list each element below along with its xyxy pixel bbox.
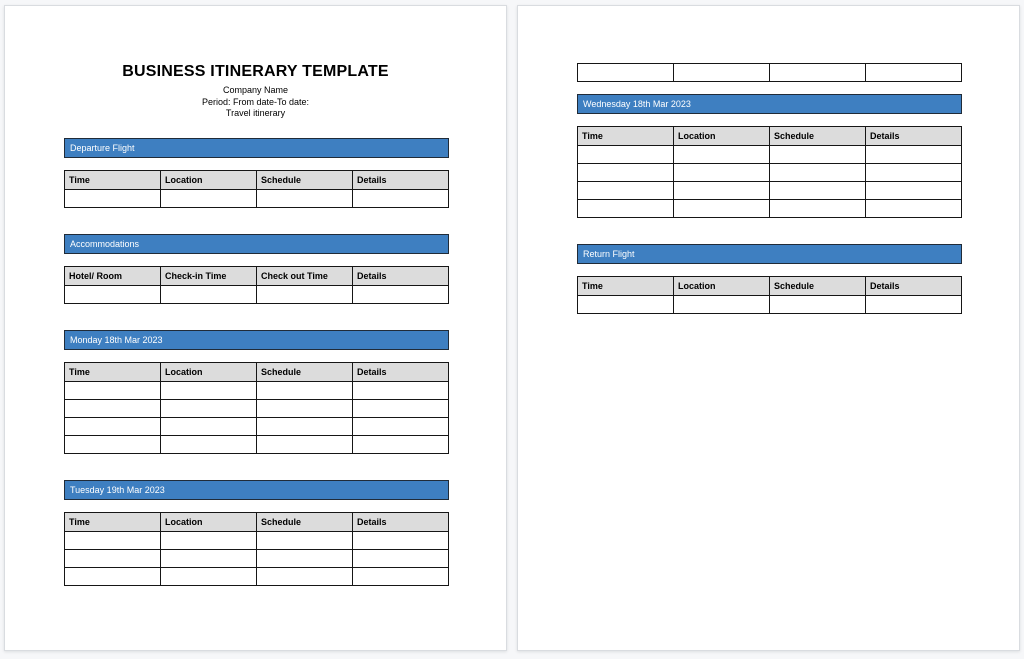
empty-cell[interactable] [161, 417, 257, 435]
section-departure-flight [64, 138, 449, 208]
column-header-check-in-time: Check-in Time [161, 266, 257, 285]
empty-cell[interactable] [353, 417, 449, 435]
empty-cell[interactable] [353, 285, 449, 303]
empty-cell[interactable] [65, 567, 161, 585]
column-header-time: Time [65, 170, 161, 189]
empty-cell[interactable] [257, 189, 353, 207]
empty-cell[interactable] [674, 200, 770, 218]
page-1[interactable] [4, 5, 507, 651]
column-header-location: Location [674, 277, 770, 296]
page-2-sections [577, 94, 962, 314]
page-2[interactable] [517, 5, 1020, 651]
column-header-time: Time [65, 512, 161, 531]
column-header-location: Location [161, 512, 257, 531]
section-bar-tuesday-19th-mar-2023 [64, 480, 449, 500]
empty-cell[interactable] [161, 435, 257, 453]
empty-cell[interactable] [353, 549, 449, 567]
empty-cell[interactable] [65, 399, 161, 417]
table-header-row [578, 277, 962, 296]
subtitle-travel-itinerary: Travel itinerary [225, 108, 286, 118]
table-accommodations [64, 266, 449, 304]
column-header-schedule: Schedule [770, 277, 866, 296]
empty-cell[interactable] [770, 296, 866, 314]
column-header-details: Details [353, 362, 449, 381]
document-title: BUSINESS ITINERARY TEMPLATE [122, 63, 389, 80]
table-departure-flight [64, 170, 449, 208]
document-subtitle [5, 85, 506, 120]
empty-cell[interactable] [674, 164, 770, 182]
empty-cell[interactable] [65, 531, 161, 549]
section-bar-departure-flight [64, 138, 449, 158]
empty-cell[interactable] [65, 285, 161, 303]
table-return-flight [577, 276, 962, 314]
section-bar-label: Departure Flight [70, 142, 135, 153]
empty-cell[interactable] [257, 549, 353, 567]
table-row [578, 64, 962, 82]
table-header-row [578, 127, 962, 146]
table-row [65, 285, 449, 303]
column-header-schedule: Schedule [257, 170, 353, 189]
table-header-row [65, 266, 449, 285]
empty-cell[interactable] [161, 531, 257, 549]
empty-cell[interactable] [353, 189, 449, 207]
column-header-details: Details [866, 127, 962, 146]
column-header-details: Details [353, 170, 449, 189]
empty-cell[interactable] [578, 146, 674, 164]
column-header-time: Time [578, 127, 674, 146]
empty-cell[interactable] [161, 189, 257, 207]
empty-cell[interactable] [770, 164, 866, 182]
page-1-sections [64, 138, 449, 586]
section-monday-18th-mar-2023 [64, 330, 449, 454]
column-header-location: Location [161, 362, 257, 381]
table-row [578, 146, 962, 164]
subtitle-period: Period: From date-To date: [201, 96, 310, 107]
section-wednesday-18th-mar-2023 [577, 94, 962, 218]
section-bar-return-flight [577, 244, 962, 264]
table-row [65, 381, 449, 399]
table-row [578, 200, 962, 218]
column-header-details: Details [353, 512, 449, 531]
empty-cell[interactable] [866, 64, 962, 82]
table-row [65, 399, 449, 417]
empty-cell[interactable] [578, 200, 674, 218]
table-row [65, 189, 449, 207]
empty-cell[interactable] [353, 381, 449, 399]
empty-cell[interactable] [257, 531, 353, 549]
table-row [578, 296, 962, 314]
empty-cell[interactable] [257, 417, 353, 435]
column-header-schedule: Schedule [257, 362, 353, 381]
table-monday-18th-mar-2023 [64, 362, 449, 454]
empty-cell[interactable] [674, 296, 770, 314]
table-row [65, 417, 449, 435]
empty-cell[interactable] [770, 146, 866, 164]
empty-cell[interactable] [770, 64, 866, 82]
section-bar-label: Wednesday 18th Mar 2023 [583, 99, 691, 109]
section-bar-label: Accommodations [70, 238, 140, 249]
empty-cell[interactable] [257, 435, 353, 453]
column-header-schedule: Schedule [770, 127, 866, 146]
empty-cell[interactable] [578, 296, 674, 314]
empty-cell[interactable] [866, 296, 962, 314]
empty-cell[interactable] [65, 435, 161, 453]
empty-cell[interactable] [257, 399, 353, 417]
table-tuesday-19th-mar-2023 [64, 512, 449, 586]
empty-cell[interactable] [578, 164, 674, 182]
empty-cell[interactable] [257, 285, 353, 303]
section-bar-accommodations [64, 234, 449, 254]
empty-cell[interactable] [161, 381, 257, 399]
empty-cell[interactable] [866, 146, 962, 164]
section-return-flight [577, 244, 962, 314]
empty-cell[interactable] [674, 146, 770, 164]
empty-cell[interactable] [353, 399, 449, 417]
empty-cell[interactable] [257, 381, 353, 399]
empty-cell[interactable] [161, 567, 257, 585]
table-header-row [65, 362, 449, 381]
table-row [578, 164, 962, 182]
empty-cell[interactable] [65, 381, 161, 399]
empty-cell[interactable] [65, 417, 161, 435]
column-header-time: Time [578, 277, 674, 296]
empty-cell[interactable] [161, 549, 257, 567]
column-header-check-out-time: Check out Time [257, 266, 353, 285]
section-bar-monday-18th-mar-2023 [64, 330, 449, 350]
column-header-schedule: Schedule [257, 512, 353, 531]
column-header-time: Time [65, 362, 161, 381]
table-row [65, 549, 449, 567]
section-bar-wednesday-18th-mar-2023 [577, 94, 962, 114]
empty-cell[interactable] [770, 182, 866, 200]
empty-cell[interactable] [65, 549, 161, 567]
section-accommodations [64, 234, 449, 304]
empty-cell[interactable] [578, 64, 674, 82]
empty-cell[interactable] [353, 435, 449, 453]
section-bar-label: Return Flight [583, 249, 635, 259]
empty-cell[interactable] [161, 399, 257, 417]
empty-cell[interactable] [65, 189, 161, 207]
column-header-details: Details [353, 266, 449, 285]
empty-cell[interactable] [257, 567, 353, 585]
table-row [65, 567, 449, 585]
empty-cell[interactable] [866, 200, 962, 218]
tuesday-continuation-row-table [577, 63, 962, 82]
section-bar-label: Monday 18th Mar 2023 [70, 334, 163, 345]
empty-cell[interactable] [578, 182, 674, 200]
column-header-location: Location [674, 127, 770, 146]
empty-cell[interactable] [866, 164, 962, 182]
empty-cell[interactable] [353, 567, 449, 585]
table-row [65, 435, 449, 453]
table-wednesday-18th-mar-2023 [577, 126, 962, 218]
section-tuesday-19th-mar-2023 [64, 480, 449, 586]
empty-cell[interactable] [770, 200, 866, 218]
table-header-row [65, 170, 449, 189]
table-header-row [65, 512, 449, 531]
empty-cell[interactable] [353, 531, 449, 549]
empty-cell[interactable] [161, 285, 257, 303]
table-row [578, 182, 962, 200]
section-bar-label: Tuesday 19th Mar 2023 [70, 484, 165, 495]
table-row [65, 531, 449, 549]
column-header-location: Location [161, 170, 257, 189]
column-header-hotel-room: Hotel/ Room [65, 266, 161, 285]
empty-cell[interactable] [674, 64, 770, 82]
column-header-details: Details [866, 277, 962, 296]
empty-cell[interactable] [674, 182, 770, 200]
subtitle-company-name: Company Name [222, 85, 289, 95]
empty-cell[interactable] [866, 182, 962, 200]
